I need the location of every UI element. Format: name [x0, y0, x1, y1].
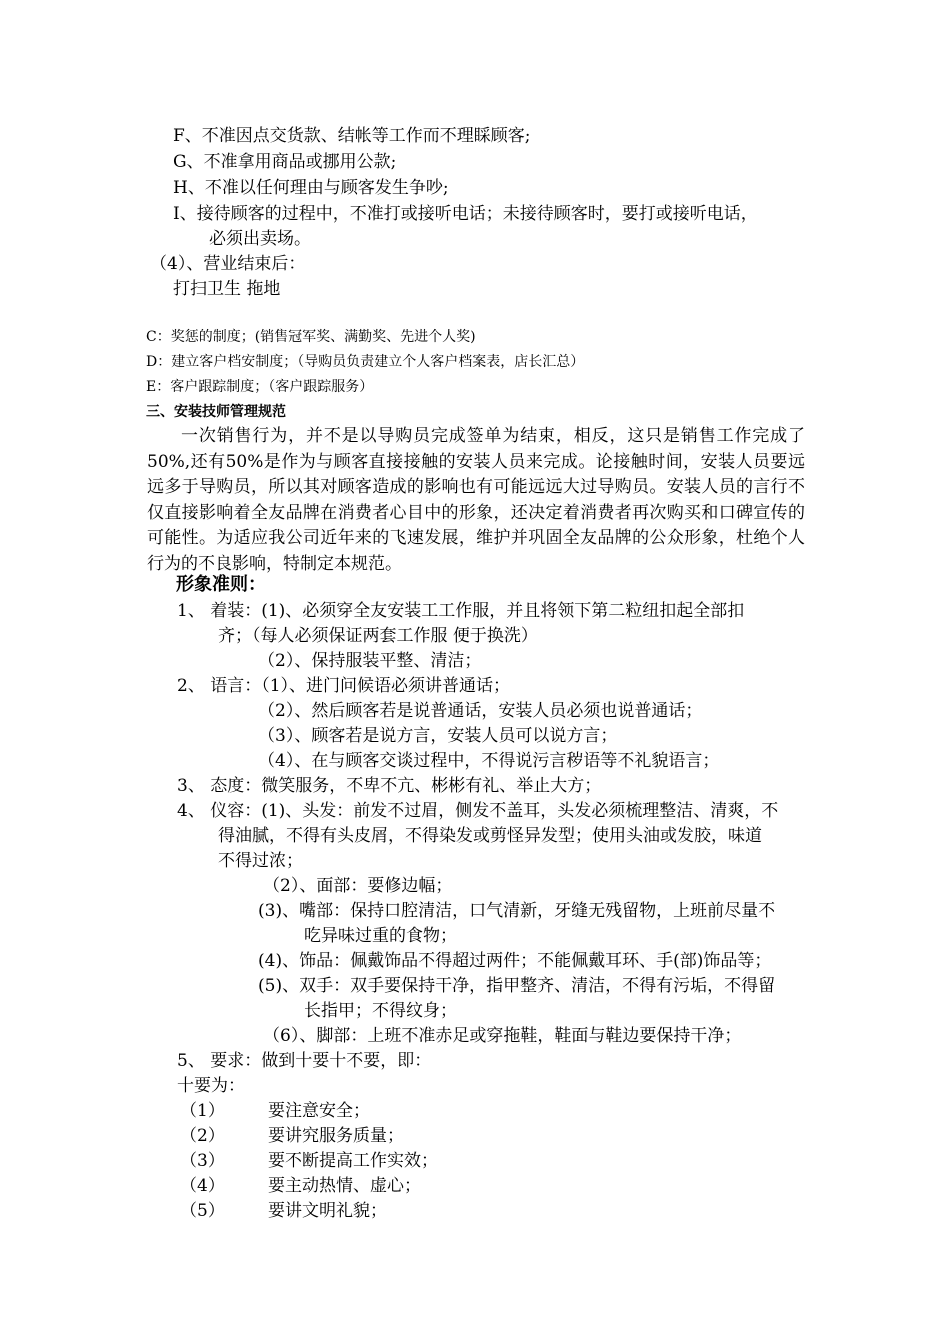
list-item-number: （2）	[180, 1126, 225, 1146]
attitude-rule: 3、 态度：微笑服务，不卑不亢、彬彬有礼、举止大方；	[177, 776, 602, 796]
appearance-rule-3: (3)、嘴部：保持口腔清洁，口气清新，牙缝无残留物，上班前尽量不	[258, 901, 776, 921]
after-close-title: （4）、营业结束后：	[150, 254, 306, 274]
list-item-text: 要讲文明礼貌；	[268, 1201, 387, 1221]
after-close-task: 打扫卫生 拖地	[173, 279, 281, 299]
list-item-number: （3）	[180, 1151, 225, 1171]
section-title: 三、安装技师管理规范	[146, 404, 286, 420]
intro-paragraph: 一次销售行为，并不是以导购员完成签单为结束，相反，这只是销售工作完成了50%,还有50%是作为与顾客直接接触的安装人员来完成。论接触时间，安装人员要远远多于导购员，所以其对顾客造成的影响也有可能远远大过导购员。安装人员的言行不仅直接影响着全友品牌在消费者心目中的形象，还决定着消费者再次购买和口碑宣传的可能性。为适应我公司近年来的飞速发展，维护并巩固全友品牌的公众形象，杜绝个人行为的不良影响，特制定本规范。	[147, 426, 805, 574]
policy-d: D：建立客户档安制度；（导购员负责建立个人客户档案表，店长汇总）	[146, 354, 585, 370]
policy-e: E：客户跟踪制度；（客户跟踪服务）	[146, 379, 374, 395]
rule-i: I、接待顾客的过程中，不准打或接听电话；未接待顾客时，要打或接听电话，	[173, 204, 758, 224]
appearance-rule-6: （6）、脚部：上班不准赤足或穿拖鞋，鞋面与鞋边要保持干净；	[263, 1026, 742, 1046]
appearance-rule-5: (5)、双手：双手要保持干净，指甲整齐、清洁，不得有污垢，不得留	[258, 976, 776, 996]
language-rule-3: （3）、顾客若是说方言，安装人员可以说方言；	[258, 726, 618, 746]
appearance-rule-1-cont2: 不得过浓；	[218, 851, 303, 871]
list-item-text: 要不断提高工作实效；	[268, 1151, 438, 1171]
appearance-rule-1: 4、 仪容：(1)、头发：前发不过眉，侧发不盖耳，头发必须梳理整洁、清爽，不	[177, 801, 779, 821]
rule-h: H、不准以任何理由与顾客发生争吵;	[173, 178, 449, 198]
language-rule-4: （4）、在与顾客交谈过程中，不得说污言秽语等不礼貌语言；	[258, 751, 720, 771]
rule-g: G、不准拿用商品或挪用公款;	[173, 152, 397, 172]
rule-f: F、不准因点交货款、结帐等工作而不理睬顾客;	[173, 126, 531, 146]
appearance-rule-1-cont: 得油腻，不得有头皮屑，不得染发或剪怪异发型；使用头油或发胶，味道	[218, 826, 762, 846]
policy-c: C：奖惩的制度；(销售冠军奖、满勤奖、先进个人奖)	[146, 329, 476, 345]
list-item-number: （5）	[180, 1201, 225, 1221]
appearance-rule-2: （2）、面部：要修边幅；	[263, 876, 453, 896]
dress-rule-1: 1、 着装：(1)、必须穿全友安装工工作服，并且将领下第二粒纽扣起全部扣	[177, 601, 745, 621]
dress-rule-1-cont: 齐；（每人必须保证两套工作服 便于换洗）	[218, 626, 538, 646]
language-rule-1: 2、 语言：（1）、进门问候语必须讲普通话；	[177, 676, 511, 696]
ten-musts-title: 十要为：	[177, 1076, 245, 1096]
appearance-rule-3-cont: 吃异味过重的食物；	[304, 926, 457, 946]
list-item-text: 要主动热情、虚心；	[268, 1176, 421, 1196]
list-item-text: 要注意安全；	[268, 1101, 370, 1121]
rule-i-cont: 必须出卖场。	[209, 229, 311, 249]
list-item-number: （1）	[180, 1101, 225, 1121]
requirement-rule: 5、 要求：做到十要十不要，即：	[177, 1051, 432, 1071]
image-guidelines-title: 形象准则：	[176, 574, 266, 595]
appearance-rule-4: (4)、饰品：佩戴饰品不得超过两件；不能佩戴耳环、手(部)饰品等；	[258, 951, 772, 971]
list-item-number: （4）	[180, 1176, 225, 1196]
list-item-text: 要讲究服务质量；	[268, 1126, 404, 1146]
dress-rule-2: （2）、保持服装平整、清洁；	[258, 651, 482, 671]
language-rule-2: （2）、然后顾客若是说普通话，安装人员必须也说普通话；	[258, 701, 703, 721]
appearance-rule-5-cont: 长指甲；不得纹身；	[304, 1001, 457, 1021]
